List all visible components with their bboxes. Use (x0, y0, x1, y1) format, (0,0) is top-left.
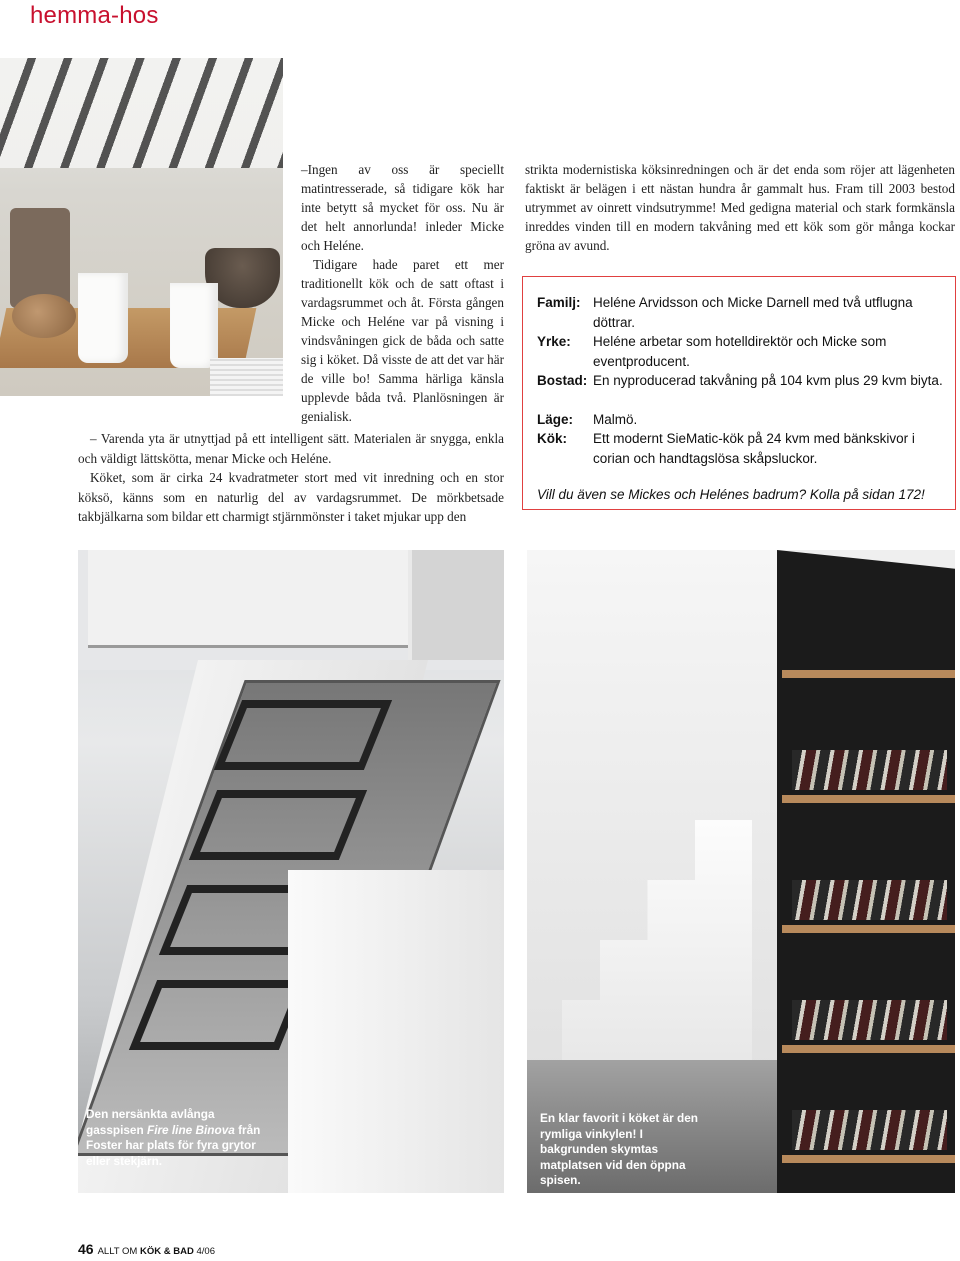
burner-grate (214, 700, 392, 770)
burner-grate (189, 790, 367, 860)
fact-value: Ett modernt SieMatic-kök på 24 kvm med bänkskivor i corian och handtagslösa skåpsluckor. (593, 431, 915, 466)
wine-cooler-photo (527, 550, 955, 1193)
napkin (10, 208, 70, 308)
page-folio (78, 1241, 215, 1259)
magazine-name-prefix: ALLT OM (97, 1246, 140, 1257)
fact-value: Malmö. (593, 412, 638, 427)
fact-box (522, 276, 956, 510)
fact-label: Yrke: (537, 334, 571, 349)
wine-shelf (782, 1045, 955, 1053)
body-text-column-right (525, 160, 955, 255)
fact-teaser: Vill du även se Mickes och Helénes badrum? Kolla på sidan 172! (537, 487, 925, 502)
wine-bottles (792, 1110, 947, 1150)
bread (12, 294, 76, 338)
caption-product-name: Fire line Binova (146, 1122, 235, 1137)
fact-label: Bostad: (537, 373, 588, 388)
fact-label: Läge: (537, 412, 574, 427)
newspaper (210, 358, 283, 396)
wine-shelf (782, 670, 955, 678)
fact-value: En nyproducerad takvåning på 104 kvm plus 29 kvm biyta. (593, 373, 943, 388)
cup (78, 273, 128, 363)
gas-stove-photo (78, 550, 504, 1193)
wine-bottles (792, 880, 947, 920)
photo-caption-stove (86, 1107, 266, 1169)
photo-caption-wine: En klar favorit i köket är den rymliga vinkylen! I bakgrunden skymtas matplatsen vid den öppna spisen. (540, 1111, 699, 1187)
section-tag: hemma-hos (30, 2, 159, 29)
wine-bottles (792, 1000, 947, 1040)
roof-beams (0, 58, 283, 168)
caption-text: Den nersänkta avlånga gasspisen (86, 1107, 215, 1137)
fact-value: Heléne arbetar som hotelldirektör och Micke som eventproducent. (593, 334, 887, 369)
body-text-column-b (78, 429, 504, 527)
cup (170, 283, 218, 368)
wine-shelf (782, 925, 955, 933)
breakfast-tray-photo (0, 58, 283, 396)
body-paragraph: Köket, som är cirka 24 kvadratmeter stort med vit inredning och en stor köksö, känns som en naturlig del av vardagsrummet. De mörkbetsade takbjälkarna som bildar ett charmigt stjärnmönster i taket mjukar upp den (78, 470, 504, 524)
wine-bottles (792, 750, 947, 790)
body-paragraph: Tidigare hade paret ett mer traditionellt kök och de satt oftast i vardagsrummet och åt. Första gången Micke och Heléne var på visning i vindsvåningen gick de båda och satte sig i köket. Då visste de att det var här de ville bo! Samma härliga känsla upplevde båda två. Planlösningen är genialisk. (301, 257, 504, 424)
body-paragraph: –Ingen av oss är speciellt matintresserade, så tidigare kök har inte betytt så mycket för oss. Nu är det helt annorlunda! inleder Micke och Heléne. (301, 162, 504, 253)
issue-number: 4/06 (193, 1246, 215, 1257)
wine-shelf (782, 1155, 955, 1163)
magazine-name-bold: KÖK & BAD (140, 1246, 194, 1257)
fact-value: Heléne Arvidsson och Micke Darnell med två utflugna döttrar. (593, 295, 913, 330)
caption-text: från Foster har plats för fyra grytor eller stekjärn. (86, 1122, 261, 1168)
island-side (288, 870, 504, 1193)
fact-label: Kök: (537, 431, 567, 446)
oven (408, 550, 504, 660)
wine-shelf (782, 795, 955, 803)
burner-grate (129, 980, 307, 1050)
wine-cooler (777, 550, 955, 1193)
page-number: 46 (78, 1241, 94, 1257)
body-text-column-a (301, 160, 504, 426)
body-paragraph: strikta modernistiska köksinredningen och är det enda som röjer att lägenheten faktiskt är belägen i ett nästan hundra år gammalt hus. Fram till 2003 bestod utrymmet av oinrett vindsutrymme! Med gedigna material och stark formkänsla inreddes vinden till en modern takvåning med ett kök som gör många kockar gröna av avund. (525, 162, 955, 253)
cabinet (88, 550, 408, 648)
fact-label: Familj: (537, 295, 581, 310)
body-paragraph: – Varenda yta är utnyttjad på ett intelligent sätt. Materialen är snygga, enkla och väldigt lättskötta, menar Micke och Heléne. (78, 431, 504, 466)
magazine-name (98, 1246, 215, 1257)
